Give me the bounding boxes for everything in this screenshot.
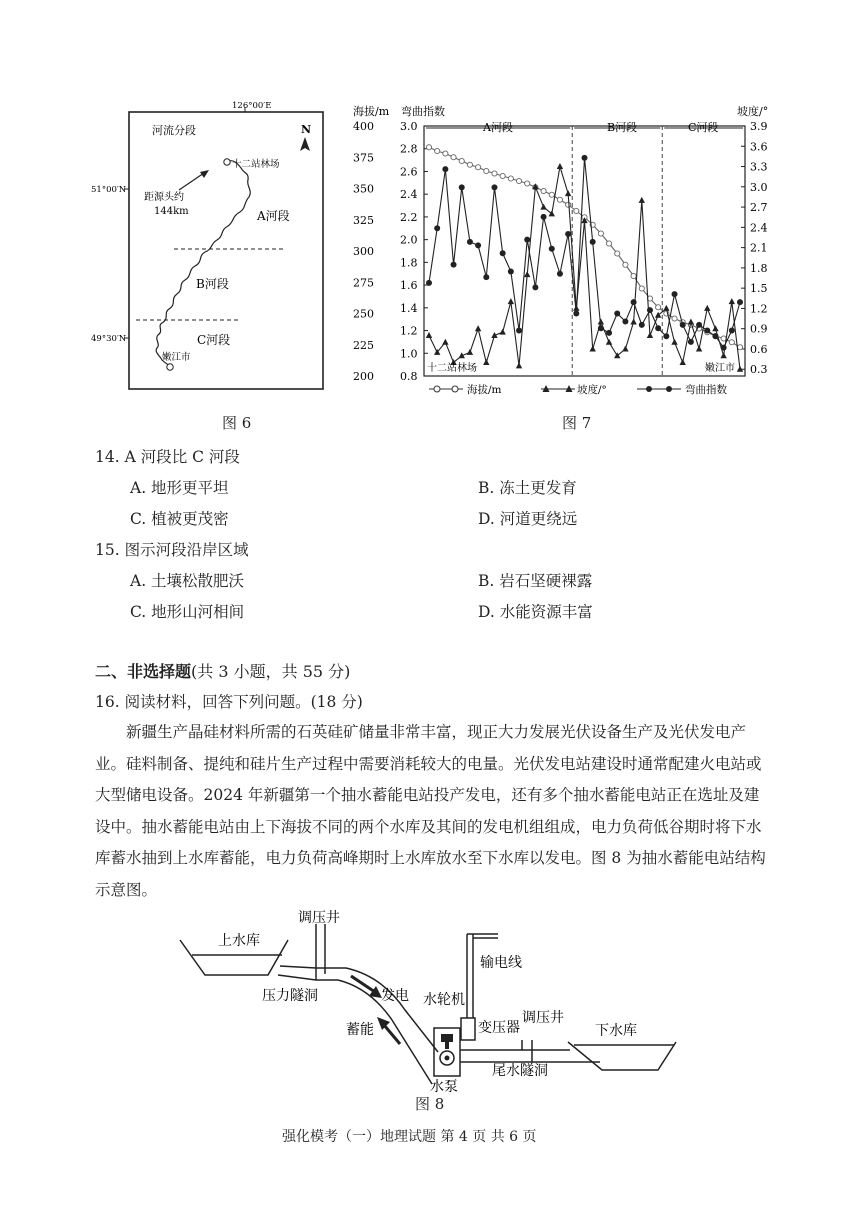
point-altitude (435, 148, 440, 153)
point-curve (729, 328, 735, 334)
point-slope (475, 325, 481, 331)
point-slope (589, 345, 595, 351)
point-altitude (631, 273, 636, 278)
point-curve (680, 322, 686, 328)
legend-altitude: 海拔/m (467, 384, 502, 396)
axis-title-curve: 弯曲指数 (401, 105, 445, 118)
tick-slope: 3.3 (750, 160, 768, 174)
tick-altitude: 350 (353, 182, 374, 196)
q15-option-c[interactable]: C. 地形山河相间 (130, 603, 245, 621)
point-curve (467, 239, 473, 245)
tick-slope: 3.0 (750, 180, 768, 194)
point-altitude (729, 340, 734, 345)
point-altitude (484, 168, 489, 173)
point-altitude (500, 173, 505, 178)
point-curve (532, 284, 538, 290)
tick-curve: 1.2 (400, 324, 418, 338)
map-start-label: 十二站林场 (232, 159, 280, 170)
point-curve (426, 280, 432, 286)
tick-curve: 2.0 (400, 233, 418, 247)
chart-seg-b: B河段 (607, 121, 638, 134)
map-seg-b: B河段 (196, 277, 229, 291)
distance-label-2: 144km (154, 206, 189, 217)
q14-option-a[interactable]: A. 地形更平坦 (130, 479, 229, 497)
chart-seg-c: C河段 (688, 121, 719, 134)
point-curve (508, 268, 514, 274)
point-slope (516, 362, 522, 368)
label-pump: 水泵 (430, 1079, 458, 1095)
point-slope (720, 352, 726, 358)
tick-altitude: 250 (353, 307, 374, 321)
point-altitude (541, 188, 546, 193)
q15-option-b[interactable]: B. 岩石坚硬裸露 (478, 572, 593, 590)
point-slope (483, 359, 489, 365)
point-curve (500, 250, 506, 256)
legend-slope: 坡度/° (577, 384, 607, 396)
point-curve (524, 237, 530, 243)
point-curve (516, 328, 522, 334)
svg-text:N: N (301, 123, 312, 136)
point-slope (614, 352, 620, 358)
tick-slope: 0.6 (750, 342, 768, 356)
label-transformer: 变压器 (478, 1020, 520, 1036)
point-altitude (615, 251, 620, 256)
q15-stem: 15. 图示河段沿岸区域 (95, 541, 249, 559)
tick-curve: 0.8 (400, 370, 418, 383)
section-2-title: 二、非选择题 (95, 662, 192, 681)
lat-label-top: 51°00′N (91, 185, 127, 195)
figure-7-caption: 图 7 (562, 414, 592, 432)
point-slope (606, 339, 612, 345)
label-power-line: 输电线 (480, 955, 522, 971)
legend (429, 383, 727, 396)
label-surge2: 调压井 (522, 1010, 564, 1026)
point-curve (573, 311, 579, 317)
point-slope (524, 271, 530, 277)
point-slope (663, 305, 669, 311)
label-upper-res: 上水库 (218, 933, 260, 949)
point-slope (442, 339, 448, 345)
lower-reservoir (568, 1042, 676, 1070)
legend-curve: 弯曲指数 (685, 384, 727, 396)
series-line-curve (429, 158, 740, 348)
tick-curve: 2.4 (400, 188, 418, 202)
point-altitude (606, 241, 611, 246)
lon-label: 126°00′E (232, 101, 272, 111)
figure-8-caption: 图 8 (415, 1095, 445, 1113)
point-curve (672, 291, 678, 297)
point-slope (508, 298, 514, 304)
point-altitude (566, 202, 571, 207)
point-curve (459, 184, 465, 190)
point-altitude (467, 162, 472, 167)
point-slope (729, 298, 735, 304)
point-curve (434, 225, 440, 231)
point-altitude (574, 208, 579, 213)
figure-7-chart (345, 98, 785, 403)
point-altitude (451, 155, 456, 160)
point-altitude (672, 316, 677, 321)
point-altitude (598, 231, 603, 236)
point-altitude (492, 171, 497, 176)
tick-altitude: 225 (353, 338, 374, 352)
q14-option-b[interactable]: B. 冻土更发育 (478, 479, 577, 497)
point-slope (696, 345, 702, 351)
tick-slope: 2.4 (750, 221, 768, 235)
tick-slope: 2.1 (750, 241, 768, 255)
point-curve (598, 325, 604, 331)
map-city-label: 嫩江市 (162, 352, 191, 363)
label-tail-tunnel: 尾水隧洞 (492, 1063, 548, 1079)
tick-altitude: 325 (353, 213, 374, 227)
label-surge1: 调压井 (298, 910, 340, 926)
tick-altitude: 400 (353, 120, 374, 133)
map-seg-c: C河段 (197, 333, 231, 347)
point-altitude (459, 158, 464, 163)
q14-option-c[interactable]: C. 植被更茂密 (130, 510, 229, 528)
tick-slope: 0.9 (750, 322, 768, 336)
point-slope (467, 349, 473, 355)
point-curve (631, 299, 637, 305)
tick-slope: 1.8 (750, 261, 768, 275)
turbine-pump-icon (440, 1034, 454, 1065)
point-curve (622, 318, 628, 324)
page-footer: 强化模考（一）地理试题 第 4 页 共 6 页 (282, 1129, 537, 1145)
tick-slope: 1.2 (750, 302, 768, 316)
point-altitude (525, 181, 530, 186)
figure-6-caption: 图 6 (222, 414, 252, 432)
point-curve (549, 246, 555, 252)
point-altitude (476, 165, 481, 170)
point-slope (540, 204, 546, 210)
tick-curve: 1.0 (400, 347, 418, 361)
label-store: 蓄能 (346, 1022, 374, 1038)
point-curve (639, 322, 645, 328)
axis-title-slope: 坡度/° (737, 105, 769, 118)
point-slope (557, 163, 563, 169)
point-curve (541, 214, 547, 220)
chart-seg-a: A河段 (483, 121, 513, 134)
point-altitude (737, 345, 742, 350)
point-curve (647, 307, 653, 313)
series-line-altitude (429, 147, 740, 347)
tick-slope: 2.7 (750, 201, 768, 215)
point-slope (639, 197, 645, 203)
point-altitude (656, 305, 661, 310)
tick-altitude: 300 (353, 245, 374, 258)
point-slope (622, 345, 628, 351)
point-altitude (639, 286, 644, 291)
point-slope (671, 339, 677, 345)
axis-title-altitude: 海拔/m (353, 105, 390, 118)
q14-stem: 14. A 河段比 C 河段 (95, 448, 240, 466)
point-altitude (516, 178, 521, 183)
tick-curve: 1.6 (400, 279, 418, 293)
point-slope (549, 210, 555, 216)
tick-altitude: 275 (353, 276, 374, 290)
series-line-slope (429, 167, 740, 370)
point-slope (565, 190, 571, 196)
point-curve (655, 325, 661, 331)
q15-option-d[interactable]: D. 水能资源丰富 (478, 603, 593, 621)
tick-slope: 0.3 (750, 363, 768, 377)
point-slope (704, 305, 710, 311)
tick-slope: 1.5 (750, 282, 768, 296)
point-altitude (557, 197, 562, 202)
point-altitude (426, 145, 431, 150)
distance-label-1: 距源头约 (144, 192, 184, 203)
point-slope (426, 332, 432, 338)
point-curve (491, 184, 497, 190)
north-arrow-icon (300, 123, 311, 151)
point-curve (737, 299, 743, 305)
tick-altitude: 200 (353, 370, 374, 383)
label-turbine: 水轮机 (423, 992, 465, 1008)
q16-material: 新疆生产晶硅材料所需的石英硅矿储量非常丰富，现正大力发展光伏设备生产及光伏发电产业。硅料制备、提纯和硅片生产过程中需要消耗较大的电量。光伏发电站建设时通常配建火电站或大型储电设备。2024 年新疆第一个抽水蓄能电站投产发电，还有多个抽水蓄能电站正在选址及建设中。抽水蓄能电站由上下海拔不同的两个水库及其间的发电机组组成，电力负荷低谷期时将下水库蓄水抽到上水库蓄能，电力负荷高峰期时上水库放水至下水库以发电。图 8 为抽水蓄能电站结构示意图。 (95, 723, 766, 899)
point-slope (499, 329, 505, 335)
tick-slope: 3.6 (750, 140, 768, 154)
point-altitude (623, 262, 628, 267)
tick-altitude: 375 (353, 151, 374, 165)
point-curve (704, 328, 710, 334)
point-curve (614, 311, 620, 317)
chart-start-label: 十二站林场 (427, 363, 477, 374)
chart-end-label: 嫩江市 (705, 363, 735, 374)
tick-curve: 2.8 (400, 142, 418, 156)
point-slope (688, 318, 694, 324)
tick-curve: 2.6 (400, 165, 418, 179)
section-2-info: (共 3 小题，共 55 分) (191, 662, 351, 681)
map-seg-a: A河段 (257, 209, 290, 223)
point-curve (606, 330, 612, 336)
point-altitude (508, 176, 513, 181)
store-arrow-icon (377, 1017, 400, 1044)
q14-option-d[interactable]: D. 河道更绕远 (478, 510, 578, 528)
point-slope (647, 332, 653, 338)
point-slope (630, 318, 636, 324)
point-curve (590, 239, 596, 245)
label-pressure-tunnel: 压力隧洞 (262, 988, 318, 1004)
tick-curve: 1.4 (400, 301, 418, 315)
figure-8-diagram (170, 910, 690, 1095)
point-curve (582, 155, 588, 161)
point-curve (712, 333, 718, 339)
tick-curve: 2.2 (400, 210, 418, 224)
point-curve (442, 166, 448, 172)
point-curve (688, 339, 694, 345)
tick-slope: 3.9 (750, 120, 768, 133)
point-altitude (549, 192, 554, 197)
point-slope (655, 312, 661, 318)
point-curve (451, 262, 457, 268)
lat-label-bottom: 49°30′N (91, 334, 127, 344)
point-curve (483, 274, 489, 280)
point-curve (696, 322, 702, 328)
tick-curve: 1.8 (400, 256, 418, 270)
point-slope (680, 359, 686, 365)
point-curve (565, 231, 571, 237)
tick-curve: 3.0 (400, 120, 418, 133)
label-lower-res: 下水库 (595, 1023, 637, 1039)
point-altitude (443, 151, 448, 156)
transformer-box (461, 1018, 475, 1040)
point-curve (557, 271, 563, 277)
section-2-heading (95, 659, 350, 682)
point-slope (712, 325, 718, 331)
tail-tunnel (460, 1040, 522, 1050)
q16-stem: 16. 阅读材料，回答下列问题。(18 分) (95, 693, 363, 711)
label-generate: 发电 (381, 988, 409, 1004)
point-curve (721, 345, 727, 351)
figure-6-map (91, 98, 340, 398)
map-title: 河流分段 (152, 124, 196, 137)
point-curve (475, 242, 481, 248)
point-curve (663, 333, 669, 339)
q15-option-a[interactable]: A. 土壤松散肥沃 (130, 572, 245, 590)
